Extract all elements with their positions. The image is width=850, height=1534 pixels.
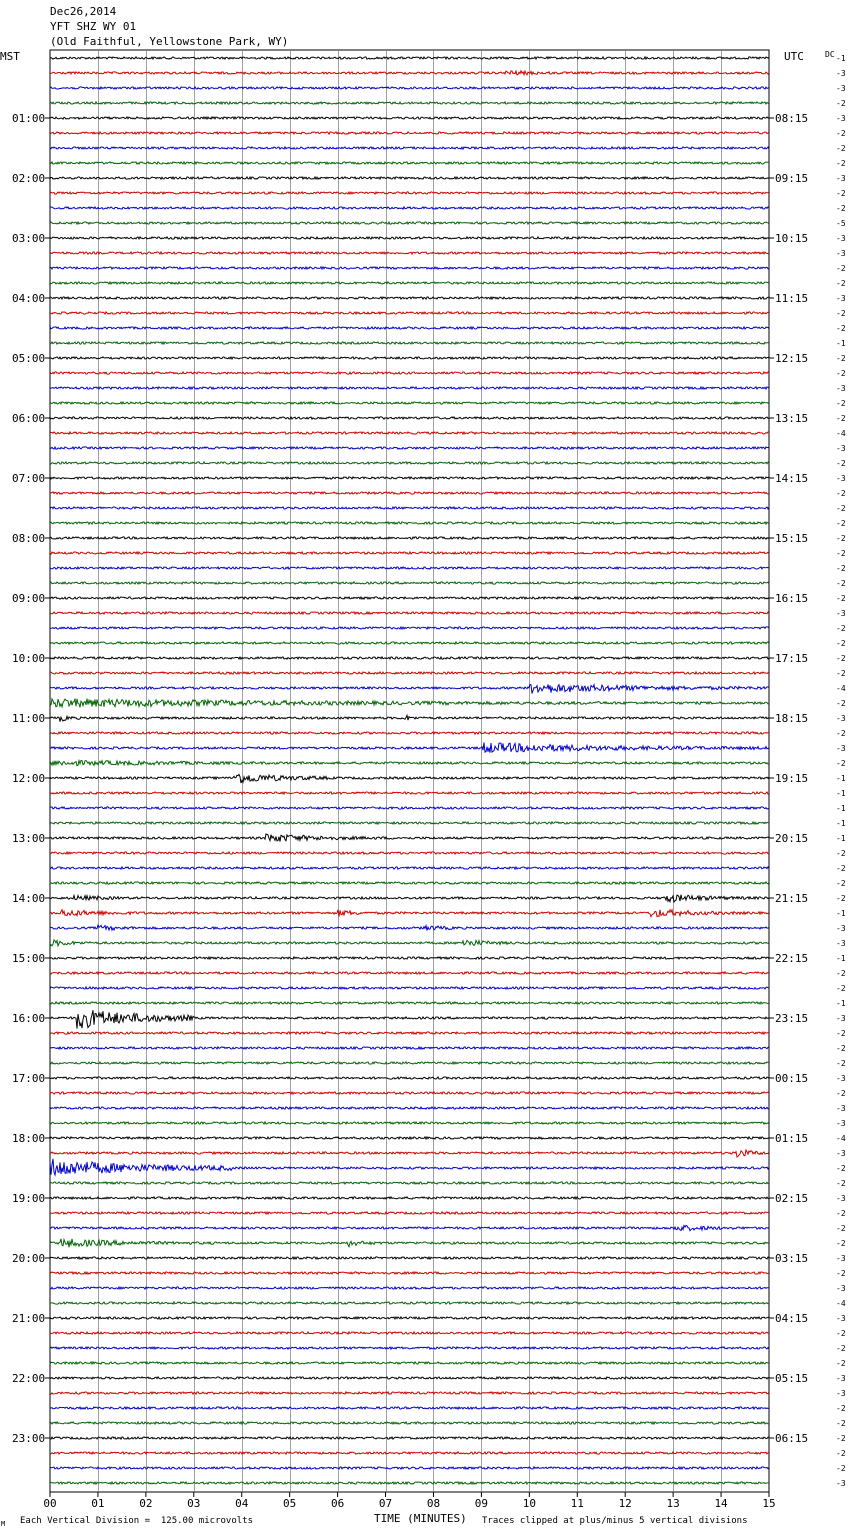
trace-line xyxy=(50,177,769,179)
left-hour-label: 14:00 xyxy=(12,892,46,905)
dc-offset-label: -2 xyxy=(836,414,846,423)
trace-line xyxy=(50,715,769,721)
dc-offset-label: -4 xyxy=(836,429,846,438)
trace-line xyxy=(50,987,769,989)
trace-line xyxy=(50,117,769,119)
trace-line xyxy=(50,387,769,389)
right-hour-label: 09:15 xyxy=(775,172,809,185)
dc-offset-label: -2 xyxy=(836,654,846,663)
trace-line xyxy=(50,1062,769,1064)
trace-line xyxy=(50,1317,769,1319)
dc-offset-label: -2 xyxy=(836,1224,846,1233)
dc-offset-label: -3 xyxy=(836,1389,846,1398)
left-hour-label: 04:00 xyxy=(12,292,46,305)
left-hour-label: 06:00 xyxy=(12,412,46,425)
trace-line xyxy=(50,57,769,59)
trace-line xyxy=(50,342,769,344)
dc-offset-label: -2 xyxy=(836,984,846,993)
x-tick-label: 11 xyxy=(570,1497,584,1510)
dc-offset-label: -2 xyxy=(836,1029,846,1038)
dc-offset-label: -2 xyxy=(836,354,846,363)
dc-offset-label: -3 xyxy=(836,1104,846,1113)
right-hour-label: 22:15 xyxy=(775,952,809,965)
right-hour-label: 12:15 xyxy=(775,352,809,365)
dc-offset-label: -2 xyxy=(836,669,846,678)
left-hour-label: 07:00 xyxy=(12,472,46,485)
dc-offset-label: -1 xyxy=(836,834,846,843)
dc-offset-label: -3 xyxy=(836,1194,846,1203)
trace-line xyxy=(50,1197,769,1199)
record-date: Dec26,2014 xyxy=(50,5,117,18)
left-hour-label: 11:00 xyxy=(12,712,46,725)
trace-line xyxy=(50,1010,769,1028)
trace-line xyxy=(50,447,769,449)
trace-line xyxy=(50,1107,769,1109)
dc-offset-label: -2 xyxy=(836,594,846,603)
left-timezone-label: MST xyxy=(0,50,20,63)
right-hour-label: 18:15 xyxy=(775,712,809,725)
dc-offset-label: -2 xyxy=(836,144,846,153)
trace-line xyxy=(50,957,769,959)
trace-line xyxy=(50,537,769,539)
dc-offset-label: -1 xyxy=(836,954,846,963)
x-tick-label: 02 xyxy=(139,1497,153,1510)
dc-offset-label: -3 xyxy=(836,1014,846,1023)
vertical-division-note: Each Vertical Division = 125.00 microvolts xyxy=(20,1516,253,1526)
trace-line xyxy=(50,612,769,614)
dc-offset-label: -1 xyxy=(836,999,846,1008)
trace-line xyxy=(50,357,769,359)
dc-offset-label: -3 xyxy=(836,1119,846,1128)
left-hour-label: 23:00 xyxy=(12,1432,46,1445)
dc-offset-label: -2 xyxy=(836,549,846,558)
dc-offset-label: -3 xyxy=(836,924,846,933)
trace-line xyxy=(50,1257,769,1259)
right-hour-label: 02:15 xyxy=(775,1192,809,1205)
dc-offset-label: -1 xyxy=(836,774,846,783)
dc-offset-label: -3 xyxy=(836,249,846,258)
trace-line xyxy=(50,627,769,629)
dc-offset-label: -2 xyxy=(836,1044,846,1053)
dc-offset-label: -3 xyxy=(836,714,846,723)
trace-line xyxy=(50,940,769,947)
trace-line xyxy=(50,162,769,164)
dc-offset-label: -3 xyxy=(836,114,846,123)
left-hour-label: 08:00 xyxy=(12,532,46,545)
left-hour-label: 22:00 xyxy=(12,1372,46,1385)
trace-line xyxy=(50,1092,769,1094)
trace-line xyxy=(50,642,769,644)
dc-offset-label: -2 xyxy=(836,864,846,873)
right-hour-label: 17:15 xyxy=(775,652,809,665)
dc-offset-label: -1 xyxy=(836,789,846,798)
left-hour-label: 02:00 xyxy=(12,172,46,185)
dc-offset-label: -2 xyxy=(836,99,846,108)
dc-offset-label: -2 xyxy=(836,324,846,333)
trace-line xyxy=(50,402,769,404)
trace-line xyxy=(50,1159,769,1175)
left-hour-label: 05:00 xyxy=(12,352,46,365)
trace-line xyxy=(50,807,769,809)
trace-line xyxy=(50,1467,769,1469)
dc-offset-label: -2 xyxy=(836,579,846,588)
trace-line xyxy=(50,1239,769,1248)
trace-line xyxy=(50,87,769,89)
trace-line xyxy=(50,252,769,254)
dc-offset-label: -1 xyxy=(836,54,846,63)
dc-offset-label: -3 xyxy=(836,174,846,183)
dc-offset-label: -2 xyxy=(836,1089,846,1098)
trace-line xyxy=(50,492,769,494)
dc-label: DC xyxy=(825,50,835,59)
trace-line xyxy=(50,312,769,314)
dc-offset-label: -4 xyxy=(836,1299,846,1308)
dc-offset-label: -2 xyxy=(836,1449,846,1458)
trace-line xyxy=(50,297,769,299)
trace-line xyxy=(50,597,769,599)
trace-line xyxy=(50,522,769,524)
x-tick-label: 05 xyxy=(283,1497,297,1510)
trace-line xyxy=(50,147,769,149)
left-hour-label: 13:00 xyxy=(12,832,46,845)
trace-line xyxy=(50,1150,769,1157)
left-hour-label: 12:00 xyxy=(12,772,46,785)
dc-offset-label: -3 xyxy=(836,939,846,948)
trace-line xyxy=(50,1377,769,1379)
right-hour-label: 19:15 xyxy=(775,772,809,785)
dc-offset-label: -2 xyxy=(836,1239,846,1248)
trace-line xyxy=(50,477,769,479)
dc-offset-label: -2 xyxy=(836,204,846,213)
left-hour-label: 18:00 xyxy=(12,1132,46,1145)
trace-line xyxy=(50,192,769,194)
dc-offset-label: -1 xyxy=(836,909,846,918)
dc-offset-label: -5 xyxy=(836,219,846,228)
dc-offset-label: -2 xyxy=(836,1329,846,1338)
x-tick-label: 14 xyxy=(714,1497,728,1510)
trace-line xyxy=(50,1122,769,1124)
x-tick-label: 03 xyxy=(187,1497,201,1510)
right-hour-label: 08:15 xyxy=(775,112,809,125)
x-tick-label: 13 xyxy=(666,1497,680,1510)
trace-line xyxy=(50,684,769,693)
right-hour-label: 03:15 xyxy=(775,1252,809,1265)
trace-line xyxy=(50,372,769,374)
dc-offset-label: -2 xyxy=(836,1164,846,1173)
trace-line xyxy=(50,699,769,708)
x-tick-label: 15 xyxy=(762,1497,776,1510)
left-hour-label: 15:00 xyxy=(12,952,46,965)
trace-line xyxy=(50,237,769,239)
station-code: YFT SHZ WY 01 xyxy=(50,20,137,33)
trace-line xyxy=(50,1452,769,1454)
x-tick-label: 08 xyxy=(426,1497,441,1510)
trace-line xyxy=(50,327,769,329)
dc-offset-label: -3 xyxy=(836,294,846,303)
trace-line xyxy=(50,1407,769,1409)
trace-line xyxy=(50,1077,769,1079)
right-hour-label: 16:15 xyxy=(775,592,809,605)
dc-offset-label: -3 xyxy=(836,474,846,483)
right-hour-label: 13:15 xyxy=(775,412,809,425)
left-hour-label: 09:00 xyxy=(12,592,46,605)
trace-line xyxy=(50,462,769,464)
trace-line xyxy=(50,432,769,434)
right-hour-label: 23:15 xyxy=(775,1012,809,1025)
right-hour-label: 15:15 xyxy=(775,532,809,545)
trace-line xyxy=(50,852,769,854)
dc-offset-label: -2 xyxy=(836,1179,846,1188)
dc-offset-label: -3 xyxy=(836,609,846,618)
trace-line xyxy=(50,71,769,75)
x-tick-label: 10 xyxy=(522,1497,536,1510)
dc-offset-label: -3 xyxy=(836,1314,846,1323)
dc-offset-label: -2 xyxy=(836,879,846,888)
right-hour-label: 14:15 xyxy=(775,472,809,485)
dc-offset-label: -2 xyxy=(836,699,846,708)
dc-offset-label: -2 xyxy=(836,624,846,633)
left-hour-label: 21:00 xyxy=(12,1312,46,1325)
dc-offset-label: -1 xyxy=(836,804,846,813)
right-hour-label: 06:15 xyxy=(775,1432,809,1445)
trace-line xyxy=(50,775,769,784)
trace-line xyxy=(50,882,769,884)
right-hour-label: 04:15 xyxy=(775,1312,809,1325)
trace-line xyxy=(50,910,769,917)
trace-line xyxy=(50,822,769,824)
right-hour-label: 20:15 xyxy=(775,832,809,845)
dc-offset-label: -2 xyxy=(836,534,846,543)
x-tick-label: 06 xyxy=(330,1497,345,1510)
trace-line xyxy=(50,1392,769,1394)
trace-line xyxy=(50,1437,769,1439)
dc-offset-label: -4 xyxy=(836,684,846,693)
dc-offset-label: -2 xyxy=(836,1209,846,1218)
dc-offset-label: -2 xyxy=(836,1404,846,1413)
trace-line xyxy=(50,1362,769,1364)
dc-offset-label: -2 xyxy=(836,189,846,198)
dc-offset-label: -2 xyxy=(836,1419,846,1428)
trace-line xyxy=(50,1347,769,1349)
dc-offset-label: -3 xyxy=(836,1374,846,1383)
trace-line xyxy=(50,1182,769,1184)
dc-offset-label: -2 xyxy=(836,729,846,738)
trace-line xyxy=(50,834,769,842)
dc-offset-label: -3 xyxy=(836,384,846,393)
x-tick-label: 01 xyxy=(91,1497,105,1510)
trace-line xyxy=(50,1032,769,1034)
right-hour-label: 10:15 xyxy=(775,232,809,245)
trace-line xyxy=(50,507,769,509)
trace-line xyxy=(50,1137,769,1139)
trace-line xyxy=(50,132,769,134)
dc-offset-label: -2 xyxy=(836,1059,846,1068)
trace-line xyxy=(50,1047,769,1049)
left-hour-label: 03:00 xyxy=(12,232,46,245)
dc-offset-label: -2 xyxy=(836,399,846,408)
dc-offset-label: -3 xyxy=(836,69,846,78)
dc-offset-label: -3 xyxy=(836,444,846,453)
x-tick-label: 12 xyxy=(618,1497,632,1510)
left-hour-label: 17:00 xyxy=(12,1072,46,1085)
dc-offset-label: -2 xyxy=(836,1344,846,1353)
trace-line xyxy=(50,1272,769,1274)
dc-offset-label: -3 xyxy=(836,84,846,93)
dc-offset-label: -3 xyxy=(836,744,846,753)
right-timezone-label: UTC xyxy=(784,50,804,63)
dc-offset-label: -2 xyxy=(836,489,846,498)
dc-offset-label: -2 xyxy=(836,1464,846,1473)
dc-offset-label: -3 xyxy=(836,1479,846,1488)
trace-line xyxy=(50,282,769,284)
dc-offset-label: -2 xyxy=(836,1434,846,1443)
trace-line xyxy=(50,552,769,554)
trace-line xyxy=(50,1212,769,1214)
trace-line xyxy=(50,267,769,269)
dc-offset-label: -2 xyxy=(836,894,846,903)
dc-offset-label: -2 xyxy=(836,519,846,528)
trace-line xyxy=(50,567,769,569)
dc-offset-label: -1 xyxy=(836,819,846,828)
right-hour-label: 01:15 xyxy=(775,1132,809,1145)
dc-offset-label: -3 xyxy=(836,1284,846,1293)
trace-line xyxy=(50,761,769,766)
left-hour-label: 19:00 xyxy=(12,1192,46,1205)
left-hour-label: 01:00 xyxy=(12,112,46,125)
right-hour-label: 11:15 xyxy=(775,292,809,305)
trace-line xyxy=(50,1225,769,1230)
dc-offset-label: -2 xyxy=(836,759,846,768)
dc-offset-label: -2 xyxy=(836,309,846,318)
dc-offset-label: -3 xyxy=(836,1254,846,1263)
x-tick-label: 04 xyxy=(235,1497,249,1510)
trace-line xyxy=(50,1302,769,1304)
dc-offset-label: -2 xyxy=(836,159,846,168)
clip-note: Traces clipped at plus/minus 5 vertical divisions xyxy=(482,1516,748,1526)
dc-offset-label: -2 xyxy=(836,849,846,858)
station-location: (Old Faithful, Yellowstone Park, WY) xyxy=(50,35,289,48)
trace-line xyxy=(50,732,769,734)
trace-line xyxy=(50,972,769,974)
left-hour-label: 20:00 xyxy=(12,1252,46,1265)
trace-line xyxy=(50,1482,769,1484)
dc-offset-label: -3 xyxy=(836,1074,846,1083)
trace-line xyxy=(50,417,769,419)
trace-line xyxy=(50,582,769,584)
left-hour-label: 16:00 xyxy=(12,1012,46,1025)
right-hour-label: 00:15 xyxy=(775,1072,809,1085)
trace-line xyxy=(50,222,769,224)
trace-line xyxy=(50,1002,769,1004)
trace-line xyxy=(50,1422,769,1424)
trace-line xyxy=(50,743,769,753)
trace-line xyxy=(50,1332,769,1334)
dc-offset-label: -2 xyxy=(836,639,846,648)
dc-offset-label: -2 xyxy=(836,1269,846,1278)
trace-line xyxy=(50,657,769,659)
trace-line xyxy=(50,925,769,930)
footer-mark: M xyxy=(1,1520,6,1528)
dc-offset-label: -2 xyxy=(836,564,846,573)
trace-line xyxy=(50,792,769,794)
dc-offset-label: -1 xyxy=(836,339,846,348)
trace-line xyxy=(50,895,769,902)
dc-offset-label: -2 xyxy=(836,129,846,138)
dc-offset-label: -2 xyxy=(836,504,846,513)
dc-offset-label: -2 xyxy=(836,279,846,288)
dc-offset-label: -2 xyxy=(836,969,846,978)
dc-offset-label: -2 xyxy=(836,369,846,378)
x-tick-label: 07 xyxy=(378,1497,393,1510)
time-axis-label: TIME (MINUTES) xyxy=(374,1512,467,1525)
trace-line xyxy=(50,1287,769,1289)
dc-offset-label: -2 xyxy=(836,1359,846,1368)
trace-line xyxy=(50,672,769,674)
x-tick-label: 00 xyxy=(43,1497,57,1510)
trace-line xyxy=(50,102,769,104)
trace-line xyxy=(50,207,769,209)
right-hour-label: 05:15 xyxy=(775,1372,809,1385)
dc-offset-label: -3 xyxy=(836,1149,846,1158)
plot-frame xyxy=(50,50,769,1492)
left-hour-label: 10:00 xyxy=(12,652,46,665)
trace-line xyxy=(50,867,769,869)
dc-offset-label: -2 xyxy=(836,264,846,273)
dc-offset-label: -4 xyxy=(836,1134,846,1143)
dc-offset-label: -3 xyxy=(836,234,846,243)
x-tick-label: 09 xyxy=(474,1497,489,1510)
dc-offset-label: -2 xyxy=(836,459,846,468)
right-hour-label: 21:15 xyxy=(775,892,809,905)
